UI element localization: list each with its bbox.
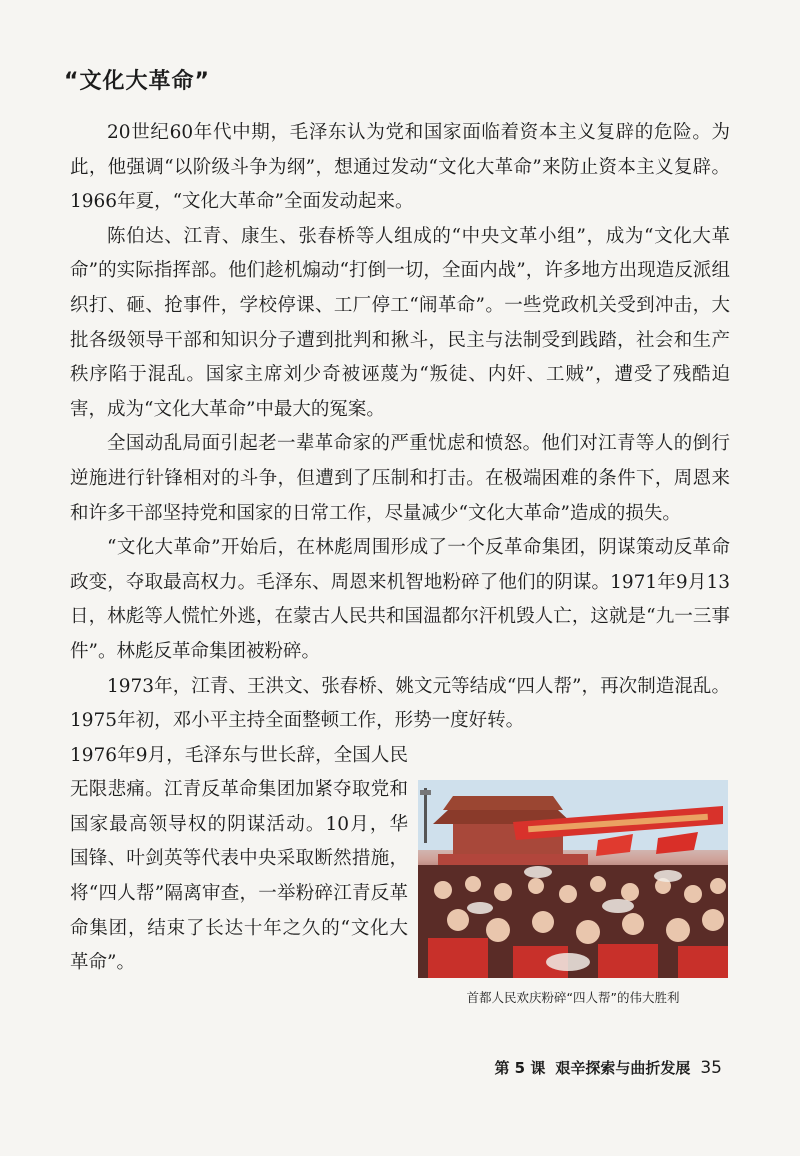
paragraph-5: 1973年，江青、王洪文、张春桥、姚文元等结成“四人帮”，再次制造混乱。1975年初，邓小平主持全面整顿工作，形势一度好转。 [70, 675, 730, 732]
section-heading: “文化大革命” [64, 69, 210, 94]
paragraph-6: 1976年9月，毛泽东与世长辞，全国人民无限悲痛。江青反革命集团加紧夺取党和国家最高领导权的阴谋活动。10月，华国锋、叶剑英等代表中央采取断然措施，将“四人帮”隔离审查，一举粉碎江青反革命集团，结束了长达十年之久的“文化大革命”。 [70, 744, 408, 974]
paragraph-3: 全国动乱局面引起老一辈革命家的严重忧虑和愤怒。他们对江青等人的倒行逆施进行针锋相对的斗争，但遭到了压制和打击。在极端困难的条件下，周恩来和许多干部坚持党和国家的日常工作，尽量减少“文化大革命”造成的损失。 [70, 433, 730, 524]
lower-paragraph-wrap [70, 739, 408, 981]
lesson-number: 第 5 课 [494, 1059, 546, 1077]
paragraph-1: 20世纪60年代中期，毛泽东认为党和国家面临着资本主义复辟的危险。为此，他强调“以阶级斗争为纲”，想通过发动“文化大革命”来防止资本主义复辟。1966年夏，“文化大革命”全面发动起来。 [70, 122, 730, 213]
lesson-title: 艰辛探索与曲折发展 [555, 1059, 691, 1077]
paragraph-4: “文化大革命”开始后，在林彪周围形成了一个反革命集团，阴谋策动反革命政变，夺取最高权力。毛泽东、周恩来机智地粉碎了他们的阴谋。1971年9月13日，林彪等人慌忙外逃，在蒙古人民共和国温都尔汗机毁人亡，这就是“九一三事件”。林彪反革命集团被粉碎。 [70, 537, 730, 662]
page-footer [494, 1057, 722, 1078]
page-number: 35 [700, 1058, 722, 1078]
crowd-illustration [418, 780, 728, 978]
upper-paragraphs [70, 116, 730, 739]
celebration-photo [418, 780, 728, 978]
photo-caption: 首都人民欢庆粉碎“四人帮”的伟大胜利 [466, 990, 680, 1005]
paragraph-2: 陈伯达、江青、康生、张春桥等人组成的“中央文革小组”，成为“文化大革命”的实际指挥部。他们趁机煽动“打倒一切，全面内战”，许多地方出现造反派组织打、砸、抢事件，学校停课、工厂停工“闹革命”。一些党政机关受到冲击，大批各级领导干部和知识分子遭到批判和揪斗，民主与法制受到践踏，社会和生产秩序陷于混乱。国家主席刘少奇被诬蔑为“叛徒、内奸、工贼”，遭受了残酷迫害，成为“文化大革命”中最大的冤案。 [70, 225, 730, 420]
